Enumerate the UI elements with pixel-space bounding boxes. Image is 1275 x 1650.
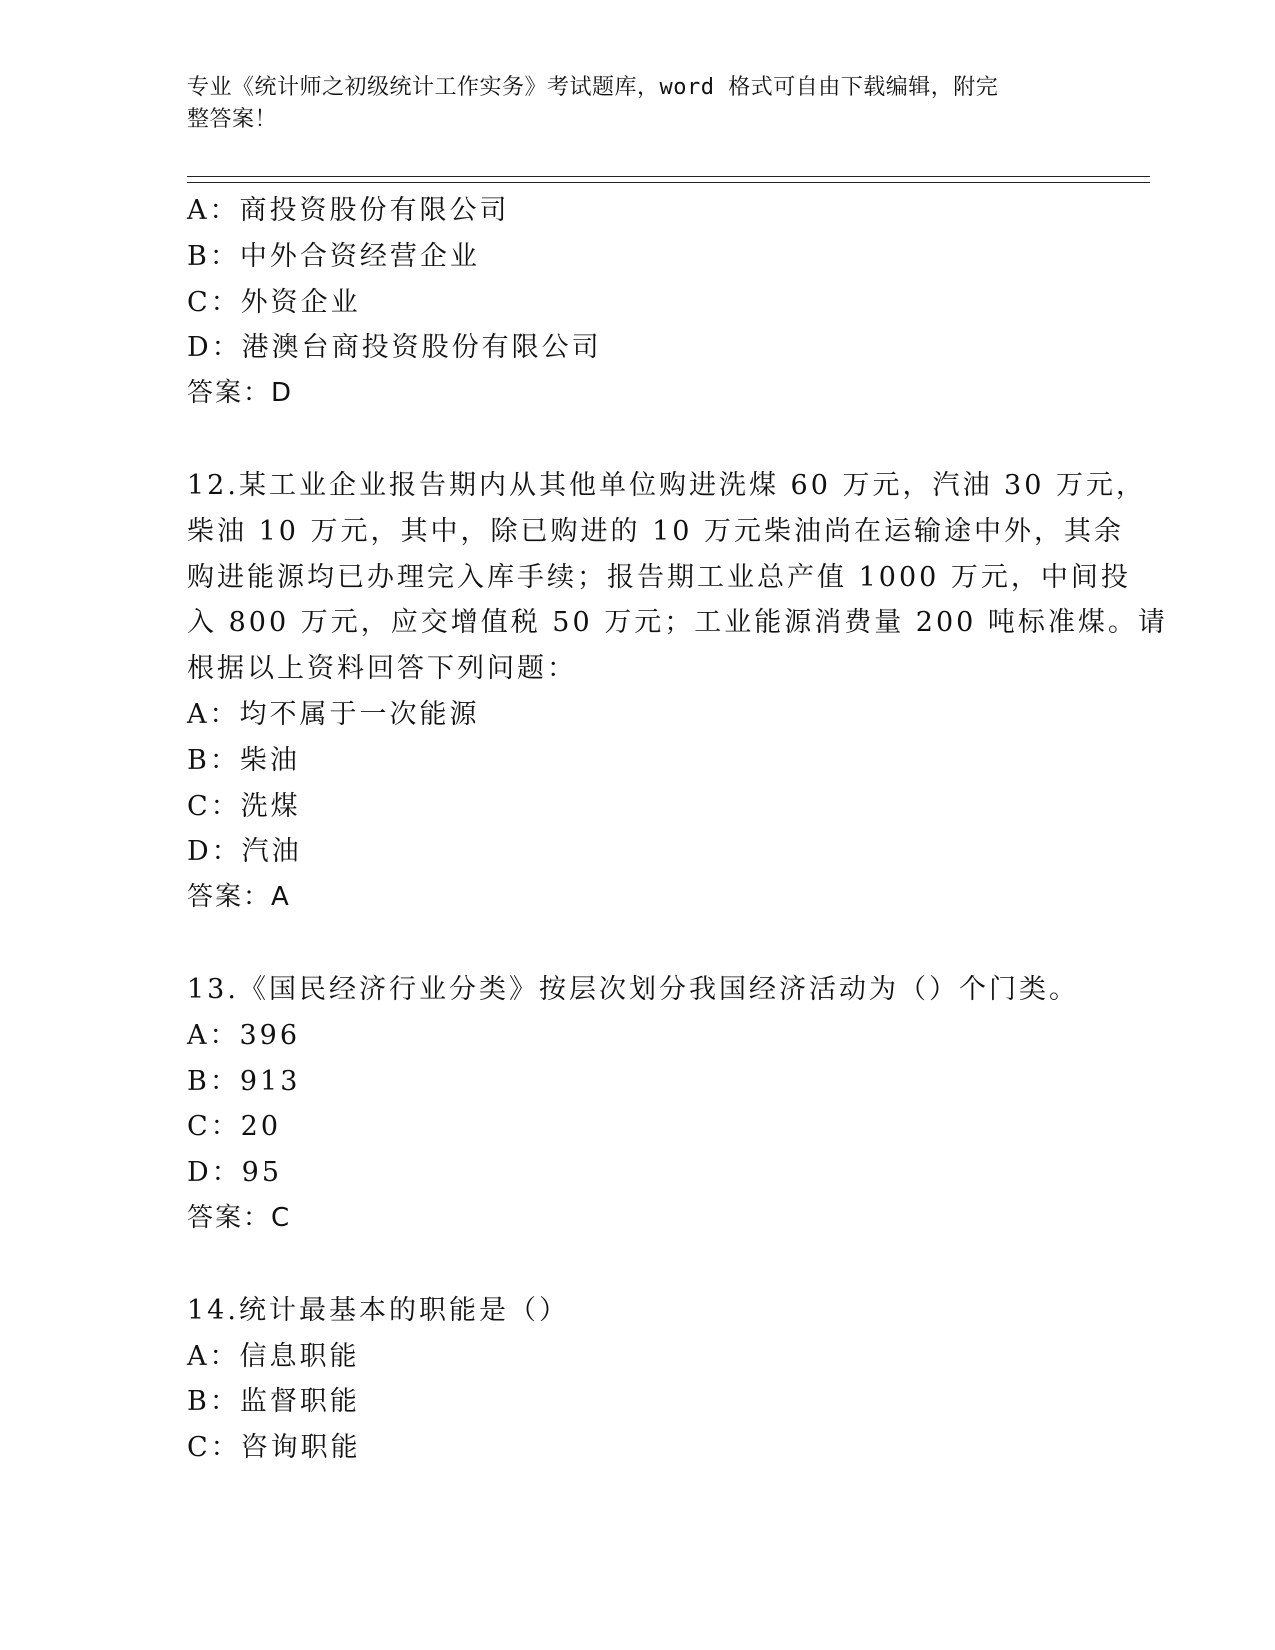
- answer-line: 答案：A: [187, 882, 291, 913]
- question-text-line: 12.某工业企业报告期内从其他单位购进洗煤 60 万元，汽油 30 万元，: [187, 469, 1146, 501]
- question-list: [187, 188, 1168, 1471]
- option-b: B：柴油: [187, 744, 300, 776]
- spacer: [187, 921, 1087, 967]
- option-b: B：监督职能: [187, 1386, 360, 1418]
- option-c: C：咨询职能: [187, 1432, 361, 1464]
- question-14: [187, 1288, 1087, 1471]
- header-line-2: 整答案！: [187, 107, 278, 132]
- question-text: 13.《国民经济行业分类》按层次划分我国经济活动为（）个门类。: [187, 973, 1079, 1005]
- header-divider-top: [187, 176, 1150, 177]
- option-a: A：商投资股份有限公司: [187, 195, 510, 226]
- header-divider-bottom: [187, 182, 1150, 183]
- document-header: [187, 72, 1067, 136]
- option-a: A：396: [187, 1019, 301, 1051]
- option-a: A：均不属于一次能源: [187, 698, 480, 730]
- option-c: C：洗煤: [187, 790, 301, 822]
- question-text-line: 购进能源均已办理完入库手续；报告期工业总产值 1000 万元，中间投: [187, 561, 1131, 593]
- option-c: C：20: [187, 1111, 282, 1143]
- question-text-line: 入 800 万元，应交增值税 50 万元；工业能源消费量 200 吨标准煤。请: [187, 607, 1168, 639]
- option-d: D：95: [187, 1157, 283, 1189]
- answer-line: 答案：C: [187, 1202, 292, 1233]
- question-text-line: 柴油 10 万元，其中，除已购进的 10 万元柴油尚在运输途中外，其余: [187, 515, 1125, 547]
- spacer: [187, 1242, 1087, 1288]
- question-11: [187, 188, 1087, 417]
- question-text: 14.统计最基本的职能是（）: [187, 1294, 569, 1326]
- option-b: B：中外合资经营企业: [187, 240, 480, 272]
- option-d: D：港澳台商投资股份有限公司: [187, 332, 602, 364]
- answer-line: 答案：D: [187, 378, 294, 409]
- header-line-1: 专业《统计师之初级统计工作实务》考试题库，word 格式可自由下载编辑，附完: [187, 75, 999, 100]
- question-text-line: 根据以上资料回答下列问题：: [187, 653, 577, 685]
- option-b: B：913: [187, 1065, 301, 1097]
- option-d: D：汽油: [187, 836, 302, 868]
- option-a: A：信息职能: [187, 1340, 360, 1372]
- option-c: C：外资企业: [187, 286, 361, 318]
- spacer: [187, 417, 1087, 463]
- question-13: [187, 967, 1087, 1242]
- question-12: [187, 463, 1168, 921]
